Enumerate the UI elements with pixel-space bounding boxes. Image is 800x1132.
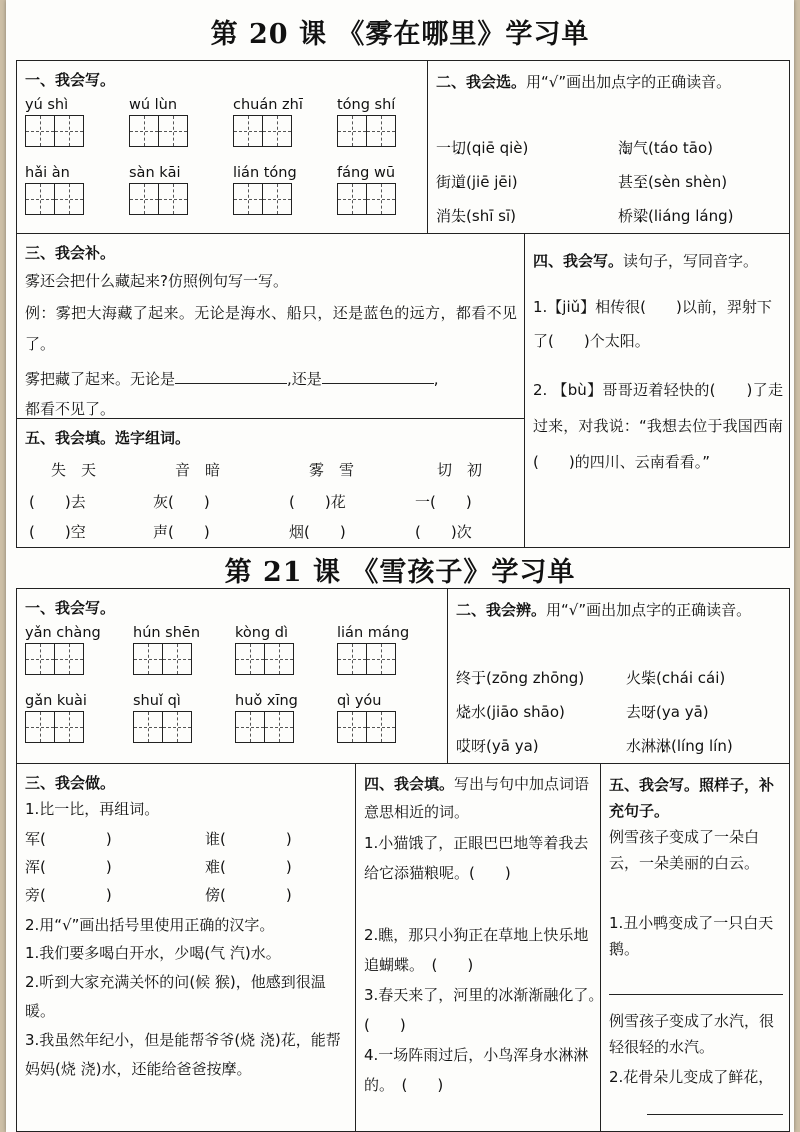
l21-sentence-section xyxy=(600,763,790,1132)
writing-cell[interactable] xyxy=(129,183,159,215)
word-block xyxy=(25,165,84,215)
pron-item[interactable]: 桥梁(liáng láng) xyxy=(618,207,734,225)
writing-cell[interactable] xyxy=(337,115,367,147)
example-text: 例雪孩子变成了水汽，很轻很轻的水汽。 xyxy=(609,1012,775,1056)
l20-complete-section xyxy=(16,233,525,419)
compose-item[interactable]: 浑( ) xyxy=(25,858,112,876)
word-block xyxy=(129,165,188,215)
writing-cell[interactable] xyxy=(366,711,396,743)
word-block xyxy=(25,97,84,147)
pinyin: hún shēn xyxy=(133,625,201,641)
word-blank[interactable]: ( )次 xyxy=(415,523,472,541)
writing-cell[interactable] xyxy=(264,711,294,743)
pron-item[interactable]: 终于(zōng zhōng) xyxy=(456,669,585,687)
word-block xyxy=(337,165,396,215)
word-block xyxy=(235,693,298,743)
word-block xyxy=(133,625,200,675)
writing-cell[interactable] xyxy=(366,183,396,215)
writing-cell[interactable] xyxy=(162,711,192,743)
word-blank[interactable]: ( )去 xyxy=(29,493,86,511)
word-blank[interactable]: ( )花 xyxy=(289,493,346,511)
pinyin: gǎn kuài xyxy=(25,693,87,709)
pron-item[interactable]: 火柴(chái cái) xyxy=(626,669,726,687)
pinyin: tóng shí xyxy=(337,97,396,113)
pron-item[interactable]: 水淋淋(líng lín) xyxy=(626,737,733,755)
section-heading: 五、我会写。照样子，补充句子。 xyxy=(609,776,775,820)
word-block xyxy=(337,693,396,743)
word-blank[interactable]: 灰( ) xyxy=(153,493,210,511)
meaning-question[interactable]: 1.小猫饿了，正眼巴巴地等着我去给它添猫粮呢。( ) xyxy=(364,834,589,882)
writing-cell[interactable] xyxy=(233,183,263,215)
writing-cell[interactable] xyxy=(366,643,396,675)
answer-line[interactable] xyxy=(609,994,783,995)
writing-cell[interactable] xyxy=(262,115,292,147)
writing-cell[interactable] xyxy=(54,183,84,215)
char-pair: 切 初 xyxy=(437,461,483,479)
word-blank[interactable]: ( )空 xyxy=(29,523,86,541)
fill-sentence: 雾把藏了起来。无论是 ,还是 , 都看不见了。 xyxy=(25,370,439,418)
l21-do-section xyxy=(16,763,356,1132)
worksheet-paper xyxy=(6,0,794,1132)
pron-item[interactable]: 一切(qiē qiè) xyxy=(436,139,529,157)
l21-meaning-section xyxy=(355,763,626,1132)
answer-blank[interactable] xyxy=(322,383,434,384)
word-block xyxy=(133,693,192,743)
lesson-20-title: 第 20 课 《雾在哪里》学习单 xyxy=(210,19,590,50)
pinyin: kòng dì xyxy=(235,625,288,641)
writing-cell[interactable] xyxy=(337,183,367,215)
compose-item[interactable]: 旁( ) xyxy=(25,886,112,904)
sentence-question: 2.花骨朵儿变成了鲜花， xyxy=(609,1068,774,1086)
word-block xyxy=(233,165,297,215)
pinyin: yǎn chàng xyxy=(25,625,101,641)
section-instruction: 二、我会选。用“√”画出加点字的正确读音。 xyxy=(436,73,732,91)
pron-item[interactable]: 烧水(jiāo shāo) xyxy=(456,703,565,721)
writing-cell[interactable] xyxy=(54,711,84,743)
pinyin: chuán zhī xyxy=(233,97,303,113)
section-heading: 三、我会做。 xyxy=(25,774,116,792)
answer-blank[interactable] xyxy=(175,383,287,384)
writing-cell[interactable] xyxy=(235,711,265,743)
pinyin: qì yóu xyxy=(337,693,382,709)
meaning-question[interactable]: 3.春天来了，河里的冰渐渐融化了。 ( ) xyxy=(364,986,626,1034)
section-instruction: 四、我会填。写出与句中加点词语意思相近的词。 xyxy=(364,775,590,821)
pron-item[interactable]: 街道(jiē jēi) xyxy=(436,173,518,191)
pinyin: lián tóng xyxy=(233,165,297,181)
pinyin: hǎi àn xyxy=(25,165,70,181)
homophone-question-1[interactable]: 1.【jiǔ】相传很( )以前，羿射下了( )个太阳。 xyxy=(533,298,772,350)
pron-item[interactable]: 甚至(sèn shèn) xyxy=(618,173,728,191)
question-text: 雾还会把什么藏起来?仿照例句写一写。 xyxy=(25,272,288,290)
word-block xyxy=(233,97,303,147)
word-block xyxy=(25,625,101,675)
pinyin: fáng wū xyxy=(337,165,396,181)
section-heading: 一、我会写。 xyxy=(25,71,116,89)
writing-cell[interactable] xyxy=(158,115,188,147)
section-instruction: 二、我会辨。用“√”画出加点字的正确读音。 xyxy=(456,601,752,619)
pron-item[interactable]: 哎呀(yā ya) xyxy=(456,737,539,755)
l20-write-section xyxy=(16,60,428,234)
writing-cell[interactable] xyxy=(337,643,367,675)
word-block xyxy=(25,693,87,743)
writing-cell[interactable] xyxy=(233,115,263,147)
l20-fill-section xyxy=(16,418,525,548)
writing-cell[interactable] xyxy=(133,643,163,675)
word-block xyxy=(129,97,188,147)
answer-line[interactable] xyxy=(647,1114,783,1115)
compose-item[interactable]: 军( ) xyxy=(25,830,112,848)
writing-cell[interactable] xyxy=(133,711,163,743)
word-blank[interactable]: 一( ) xyxy=(415,493,472,511)
writing-cell[interactable] xyxy=(262,183,292,215)
lesson-21-title: 第 21 课 《雪孩子》学习单 xyxy=(224,557,576,588)
sentence-question: 1.丑小鸭变成了一只白天鹅。 xyxy=(609,914,774,958)
char-pair: 音 暗 xyxy=(175,461,221,479)
pron-item[interactable]: 消失(shī sī) xyxy=(436,207,516,225)
choice-sentence[interactable]: 1.我们要多喝白开水，少喝(气 汽)水。 xyxy=(25,944,281,962)
writing-cell[interactable] xyxy=(264,643,294,675)
writing-cell[interactable] xyxy=(158,183,188,215)
pron-item[interactable]: 去呀(ya yā) xyxy=(626,703,709,721)
word-block xyxy=(337,97,396,147)
section-heading: 一、我会写。 xyxy=(25,599,116,617)
l20-homophone-section xyxy=(524,233,790,548)
compose-item[interactable]: 傍( ) xyxy=(205,886,292,904)
writing-cell[interactable] xyxy=(25,711,55,743)
meaning-question[interactable]: 2.瞧，那只小狗正在草地上快乐地追蝴蝶。 ( ) xyxy=(364,926,589,974)
word-blank[interactable]: 烟( ) xyxy=(289,523,346,541)
question-text: 1.比一比，再组词。 xyxy=(25,800,160,818)
l21-write-section xyxy=(16,588,448,764)
word-block xyxy=(337,625,409,675)
pinyin: yú shì xyxy=(25,97,69,113)
l20-choose-section xyxy=(427,60,790,234)
pinyin: shuǐ qì xyxy=(133,693,181,709)
pinyin: lián máng xyxy=(337,625,410,641)
word-blank[interactable]: 声( ) xyxy=(153,523,210,541)
section-heading: 三、我会补。 xyxy=(25,244,116,262)
pron-item[interactable]: 淘气(táo tāo) xyxy=(618,139,714,157)
meaning-question[interactable]: 4.一场阵雨过后，小鸟浑身水淋淋的。 ( ) xyxy=(364,1046,589,1094)
homophone-question-2[interactable]: 2. 【bù】哥哥迈着轻快的( )了走过来，对我说：“我想去位于我国西南( )的四川、云南看看。” xyxy=(533,381,783,471)
section-heading: 五、我会填。选字组词。 xyxy=(25,429,191,447)
section-instruction: 四、我会写。读句子，写同音字。 xyxy=(533,252,759,270)
writing-cell[interactable] xyxy=(54,115,84,147)
example-text: 例：雾把大海藏了起来。无论是海水、船只，还是蓝色的远方，都看不见了。 xyxy=(25,304,517,353)
pinyin: wú lùn xyxy=(129,97,178,113)
choice-sentence[interactable]: 3.我虽然年纪小，但是能帮爷爷(烧 浇)花，能帮妈妈(烧 浇)水，还能给爸爸按摩。 xyxy=(25,1031,341,1078)
writing-cell[interactable] xyxy=(25,183,55,215)
example-text: 例雪孩子变成了一朵白云，一朵美丽的白云。 xyxy=(609,828,760,872)
compose-item[interactable]: 谁( ) xyxy=(205,830,292,848)
writing-cell[interactable] xyxy=(366,115,396,147)
writing-cell[interactable] xyxy=(25,115,55,147)
pinyin: huǒ xīng xyxy=(235,693,298,709)
writing-cell[interactable] xyxy=(25,643,55,675)
word-block xyxy=(235,625,294,675)
writing-cell[interactable] xyxy=(129,115,159,147)
lesson-21-sheet xyxy=(10,548,790,1132)
question-text: 2.用“√”画出括号里使用正确的汉字。 xyxy=(25,916,275,934)
writing-cell[interactable] xyxy=(235,643,265,675)
char-pair: 失 天 xyxy=(51,461,97,479)
l21-distinguish-section xyxy=(447,588,790,764)
writing-cell[interactable] xyxy=(337,711,367,743)
lesson-20-sheet xyxy=(10,0,790,548)
pinyin: sàn kāi xyxy=(129,165,181,181)
char-pair: 雾 雪 xyxy=(309,461,355,479)
compose-item[interactable]: 难( ) xyxy=(205,858,292,876)
choice-sentence[interactable]: 2.听到大家充满关怀的问(候 猴)，他感到很温暖。 xyxy=(25,973,326,1020)
writing-cell[interactable] xyxy=(162,643,192,675)
writing-cell[interactable] xyxy=(54,643,84,675)
